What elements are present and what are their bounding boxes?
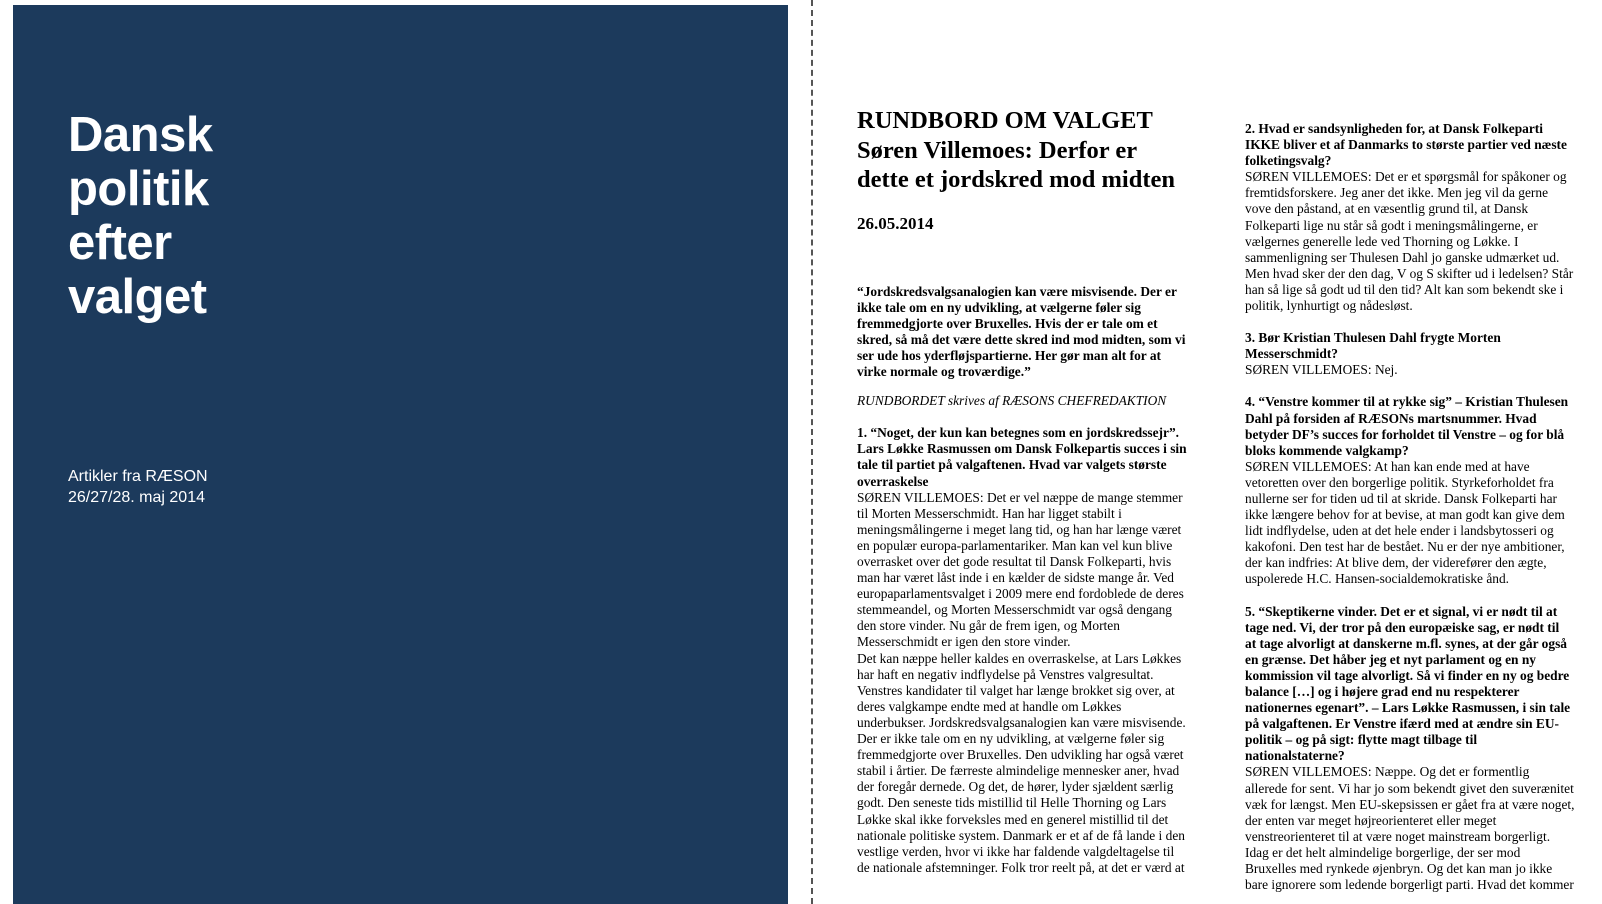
article-column-right	[1245, 121, 1602, 893]
text-line: sammenligning ser Thulesen Dahl jo ganske udmærket ud.	[1245, 249, 1560, 265]
text-line: Løkke skal ikke forveksles med en generel mistillid til det	[857, 811, 1169, 827]
text-line: europaparlamentsvalget i 2009 mere end fordoblede de deres	[857, 586, 1184, 602]
text-line: overraskelse	[857, 473, 929, 489]
text-line: lidt indflydelse, uden at det hele ender i landsbytosseri og	[1245, 523, 1554, 539]
cover-title-line: Dansk	[68, 108, 213, 162]
question-text	[857, 425, 1202, 489]
text-line: Det kan næppe heller kaldes en overraskelse, at Lars Løkkes	[857, 650, 1182, 666]
question-block-3	[1245, 330, 1602, 378]
text-line: IKKE bliver et af Danmarks to største partier ved næste	[1245, 137, 1567, 153]
article-date: 26.05.2014	[857, 213, 934, 233]
cover-subtitle	[68, 466, 208, 508]
text-line: at tage alvorligt at danskerne m.fl. synes, at der går også	[1245, 635, 1567, 651]
text-line: vetoretten over den borgerlige politik. Styrkeforholdet fra	[1245, 474, 1554, 490]
text-line: Messerschmidt er igen den store vinder.	[857, 634, 1071, 650]
text-line: vestlige verden, hvor vi ikke har faldende valgdeltagelse til	[857, 843, 1175, 859]
text-line: der foregår dernede. Og det, de hører, lyder sjældent særlig	[857, 779, 1174, 795]
text-line: meningsmålingerne i meget lang tid, og han har længe været	[857, 521, 1182, 537]
question-text	[1245, 121, 1602, 169]
text-line: nationernes egenart”. – Lars Løkke Rasmussen, i sin tale	[1245, 700, 1571, 716]
answer-text	[1245, 362, 1602, 378]
cover-title-line: valget	[68, 270, 207, 324]
text-line: 1. “Noget, der kun kan betegnes som en jordskredssejr”.	[857, 425, 1180, 441]
text-line: SØREN VILLEMOES: Nej.	[1245, 362, 1398, 378]
text-line: politik, lynhurtigt og nådesløst.	[1245, 298, 1413, 314]
cover-title-line: efter	[68, 216, 172, 270]
text-line: bloks kommende valgkamp?	[1245, 442, 1409, 458]
text-line: Folkeparti lige nu står så godt i meningsmålingerne, er	[1245, 217, 1538, 233]
headline-line: Søren Villemoes: Derfor er	[857, 136, 1138, 164]
text-line: overrasket over det gode resultat til Dansk Folkeparti, hvis	[857, 554, 1172, 569]
text-line: den store vinder. Nu går de frem igen, og Morten	[857, 618, 1120, 634]
text-line: til Morten Messerschmidt. Han har ligget stabilt i	[857, 505, 1122, 521]
text-line: Dahl på forsiden af RÆSONs martsnummer. Hvad	[1245, 410, 1537, 426]
text-line: man har været låst inde i en kælder de sidste mange år. Ved	[857, 570, 1174, 586]
text-line: stabil i årtier. De færreste almindelige mennesker aner, hvad	[857, 763, 1180, 779]
headline-line: dette et jordskred mod midten	[857, 166, 1176, 193]
text-line: SØREN VILLEMOES: Næppe. Og det er formentlig	[1245, 764, 1530, 780]
text-line: tale til partiet på valgaftenen. Hvad var valgets største	[857, 457, 1167, 473]
text-line: en populær europa-parlamentariker. Man kan vel kun blive	[857, 537, 1173, 553]
text-line: Men hvad sker der den dag, V og S skifter ud i ledelsen? Står	[1245, 265, 1574, 281]
text-line: nationale politiske system. Danmark er et af de få lande i den	[857, 827, 1185, 843]
text-line: Der er ikke tale om en ny udvikling, at vælgerne føler sig	[857, 731, 1165, 747]
text-line: balance […] og i højere grad end nu respekterer	[1245, 684, 1520, 699]
answer-text	[1245, 459, 1602, 588]
answer-text	[1245, 169, 1602, 314]
text-line: betyder DF’s succes for forholdet til Venstre – og for blå	[1245, 426, 1565, 442]
question-block-2	[1245, 121, 1602, 314]
text-line: tage ned. Vi, der tror på den europæiske sag, er nødt til	[1245, 619, 1560, 635]
text-line: 5. “Skeptikerne vinder. Det er et signal, vi er nødt til at	[1245, 603, 1558, 619]
text-line: politik – og på sigt: flytte magt tilbage til	[1245, 732, 1478, 748]
text-line: skred, så må det være dette skred ind mod midten, som vi	[857, 331, 1186, 347]
text-line: allerede for sent. Vi har jo som bekendt givet den suverænitet	[1245, 780, 1574, 796]
text-line: SØREN VILLEMOES: Det er vel næppe de mange stemmer	[857, 489, 1183, 505]
text-line: der enten var meget højreorienteret eller meget	[1245, 812, 1497, 828]
answer-text	[1245, 764, 1602, 893]
text-line: underbukser. Jordskredsvalgsanalogien kan være misvisende.	[857, 714, 1186, 730]
text-line: Idag er det helt almindelige borgerlige, der ser mod	[1245, 844, 1521, 860]
question-block-5	[1245, 604, 1602, 894]
text-line: en grænse. Det håber jeg et nyt parlament og en ny	[1245, 651, 1536, 667]
text-line: 3. Bør Kristian Thulesen Dahl frygte Morten	[1245, 330, 1501, 346]
text-line: nationalstaterne?	[1245, 748, 1345, 764]
text-line: fremmedgjorte over Bruxelles. Den udvikling har også været	[857, 747, 1184, 763]
text-line: virke normale og troværdige.”	[857, 364, 1031, 380]
text-line: fremtidsforskere. Jeg aner det ikke. Men jeg vil da gerne	[1245, 185, 1549, 201]
text-line: “Jordskredsvalgsanalogien kan være misvisende. Der er	[857, 283, 1177, 299]
text-line: vove den påstand, at en væsentlig grund til, at Dansk	[1245, 201, 1529, 217]
text-line: kommission vil tage alvorligt. Så vi finder en ny og bedre	[1245, 667, 1570, 683]
text-line: på valgaftenen. Er Venstre ifærd med at ændre sin EU-	[1245, 716, 1559, 732]
article-headline	[857, 106, 1202, 195]
text-line: godt. Den seneste tids mistillid til Helle Thorning og Lars	[857, 795, 1167, 811]
text-line: de nationale afstemninger. Folk tror reelt på, at det er værd at	[857, 859, 1185, 875]
text-line: venstreorienteret til at være noget mainstream borgerligt.	[1245, 828, 1551, 844]
question-text	[1245, 330, 1602, 362]
text-line: Venstres kandidater til valget har længe brokket sig over, at	[857, 682, 1175, 698]
text-line: stemmeandel, og Morten Messerschmidt var også dengang	[857, 602, 1172, 618]
text-line: Lars Løkke Rasmussen om Dansk Folkepartis succes i sin	[857, 441, 1187, 457]
cover-title	[68, 108, 213, 324]
text-line: ser ude hos yderfløjspartierne. Her gør man alt for at	[857, 347, 1161, 363]
text-line: fremmedgjorte over Bruxelles. Hvis der er tale om et	[857, 315, 1158, 331]
cover-panel	[13, 5, 788, 904]
answer-text	[857, 490, 1202, 876]
text-line: bare ignorere som ledende borgerligt parti. Hvad det kommer	[1245, 877, 1574, 893]
text-line: 2. Hvad er sandsynligheden for, at Dansk Folkeparti	[1245, 121, 1543, 136]
article-credit: RUNDBORDET skrives af RÆSONS CHEFREDAKTION	[857, 393, 1167, 409]
text-line: ikke tale om en ny udvikling, at vælgerne føler sig	[857, 299, 1141, 315]
text-line: ikke længere behov for at bevise, at man godt kan give dem	[1245, 507, 1565, 523]
text-line: 4. “Venstre kommer til at rykke sig” – Kristian Thulesen	[1245, 394, 1569, 410]
text-line: vælgernes generelle lede ved Thorning og Løkke. I	[1245, 233, 1519, 249]
question-block-1	[857, 425, 1202, 876]
text-line: der kan indfries: At blive dem, der viderefører den ægte,	[1245, 555, 1547, 571]
article-lead	[857, 284, 1202, 381]
text-line: nullerne ser for tiden ud til at skride. Dansk Folkeparti har	[1245, 490, 1557, 506]
article-column-left	[857, 106, 1202, 876]
cover-subtitle-line: 26/27/28. maj 2014	[68, 489, 205, 506]
question-text	[1245, 604, 1602, 765]
text-line: SØREN VILLEMOES: At han kan ende med at have	[1245, 458, 1530, 474]
text-line: har haft en negativ indflydelse på Venstres valgresultat.	[857, 666, 1154, 682]
cover-subtitle-line: Artikler fra RÆSON	[68, 468, 208, 485]
question-block-4	[1245, 394, 1602, 587]
text-line: væk for længst. Men EU-skepsissen er gået fra at være noget,	[1245, 796, 1575, 812]
text-line: SØREN VILLEMOES: Det er et spørgsmål for spåkoner og	[1245, 169, 1567, 185]
article-page	[812, 0, 1602, 904]
text-line: deres valgkampe endte med at handle om Løkkes	[857, 698, 1122, 714]
cover-title-line: politik	[68, 162, 209, 216]
text-line: folketingsvalg?	[1245, 153, 1332, 169]
text-line: kakofoni. Den test har de bestået. Nu er der nye ambitioner,	[1245, 539, 1565, 555]
headline-line: RUNDBORD OM VALGET	[857, 107, 1153, 134]
text-line: Messerschmidt?	[1245, 346, 1338, 362]
text-line: uspolerede H.C. Hansen-socialdemokratiske ånd.	[1245, 571, 1510, 587]
text-line: han så lige så godt ud til den tid? Alt kan som bekendt ske i	[1245, 281, 1564, 297]
question-text	[1245, 394, 1602, 458]
text-line: Bruxelles med rynkede øjenbryn. Og det kan man jo ikke	[1245, 861, 1553, 877]
